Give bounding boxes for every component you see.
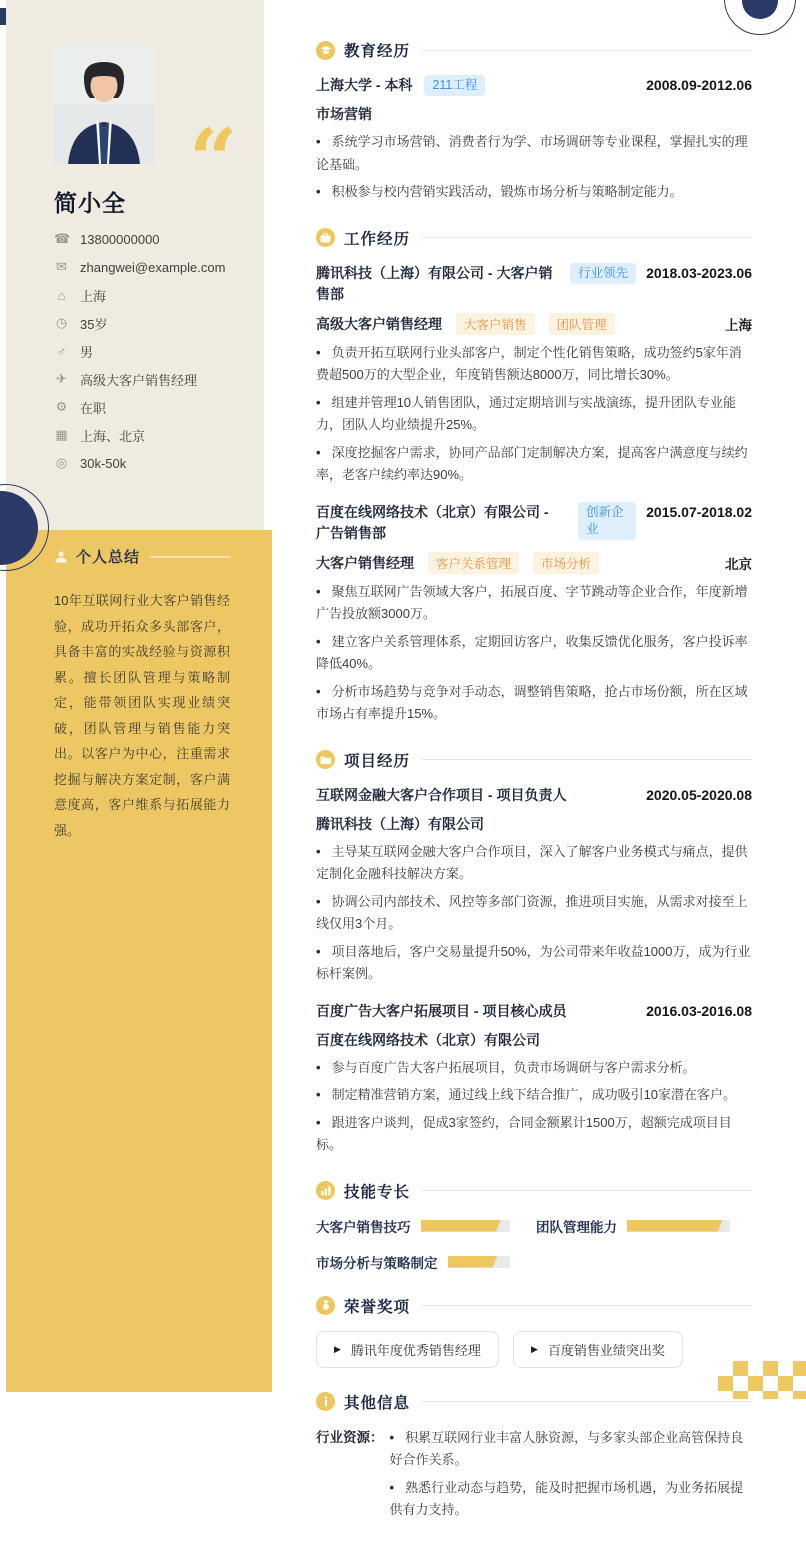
graduation-cap-icon [320, 45, 332, 56]
summary-text: 10年互联网行业大客户销售经验，成功开拓众多头部客户，具备丰富的实战经验与资源积累。擅长团队管理与策略制定，能带领团队实现业绩突破，团队管理与销售能力突出。以客户为中心，注重需求挖掘与解决方案定制，客户满意度高，客户维系与拓展能力强。 [54, 593, 230, 838]
skill-item: 团队管理能力 [536, 1216, 730, 1236]
work-entry-tencent [316, 263, 752, 487]
work-bullet: • 深度挖掘客户需求，协同产品部门定制解决方案，提高客户满意度与续约率，老客户续约率达90%。 [316, 444, 748, 482]
quote-icon: “ [189, 110, 238, 209]
work-bullet: • 组建并管理10人销售团队，通过定期培训与实战演练，提升团队专业能力，团队人均业绩提升25%。 [316, 394, 737, 432]
skill-bar-track [421, 1220, 511, 1232]
section-divider [422, 759, 752, 760]
info-icon [324, 1396, 328, 1407]
email-icon: ✉ [56, 259, 67, 274]
medal-icon [321, 1300, 331, 1311]
contact-status: ⚙ 在职 [55, 399, 107, 416]
honors-section [316, 1296, 752, 1368]
project-bullet: • 跟进客户谈判，促成3家签约，合同金额累计1500万，超额完成项目目标。 [316, 1114, 732, 1152]
summary-divider [150, 556, 230, 558]
other-label: 行业资源： [316, 1429, 384, 1445]
job-icon: ✈ [56, 371, 67, 386]
summary-title: 个人总结 [76, 549, 141, 566]
section-divider [422, 1305, 752, 1306]
company-name: 腾讯科技（上海）有限公司 - 大客户销售部 [316, 264, 553, 302]
contact-list [54, 225, 254, 477]
other-section [316, 1392, 752, 1527]
work-bullet: • 分析市场趋势与竞争对手动态，调整销售策略，抢占市场份额，所在区域市场占有率提升15%。 [316, 683, 748, 721]
job-location: 北京 [725, 556, 752, 572]
main-content [316, 0, 752, 1551]
person-icon [54, 550, 68, 564]
company-badge: 创新企业 [578, 502, 636, 540]
resume-page [6, 0, 800, 1517]
work-date: 2015.07-2018.02 [646, 503, 752, 520]
skills-section [316, 1181, 752, 1272]
contact-job-title: ✈ 高级大客户销售经理 [54, 365, 254, 393]
major: 市场营销 [316, 106, 372, 122]
personal-summary-section [54, 546, 230, 843]
project-name: 互联网金融大客户合作项目 - 项目负责人 [316, 786, 567, 803]
education-bullet: • 积极参与校内营销实践活动，锻炼市场分析与策略制定能力。 [316, 184, 683, 199]
work-entry-baidu [316, 502, 752, 726]
other-bullet: • 积累互联网行业丰富人脉资源，与多家头部企业高管保持良好合作关系。 [389, 1429, 744, 1467]
honor-chip-baidu[interactable]: ▶ 百度销售业绩突出奖 [513, 1331, 683, 1368]
contact-email: ✉ zhangwei@example.com [54, 253, 254, 281]
work-bullet: • 负责开拓互联网行业头部客户，制定个性化销售策略，成功签约5家年消费超500万的大型企业，年度销售额达8000万，同比增长30%。 [316, 344, 742, 382]
salary-icon: ◎ [55, 455, 68, 470]
play-triangle-icon: ▶ [530, 1343, 538, 1354]
section-divider [422, 50, 752, 51]
project-company: 腾讯科技（上海）有限公司 [316, 815, 484, 832]
skill-bar-fill [627, 1220, 723, 1232]
project-bullet: • 项目落地后，客户交易量提升50%，为公司带来年收益1000万，成为行业标杆案例。 [316, 943, 751, 981]
company-name: 百度在线网络技术（北京）有限公司 - 广告销售部 [316, 503, 549, 541]
other-bullet: • 熟悉行业动态与趋势，能及时把握市场机遇，为业务拓展提供有力支持。 [389, 1479, 744, 1517]
contact-target-cities: ▦ 上海、北京 [55, 427, 146, 444]
cities-icon: ▦ [55, 427, 68, 442]
section-title-skills: 技能专长 [344, 1183, 411, 1201]
job-role: 高级大客户销售经理 [316, 315, 442, 332]
work-bullet: • 建立客户关系管理体系，定期回访客户，收集反馈优化服务，客户投诉率降低40%。 [316, 633, 748, 671]
job-tag: 客户关系管理 [428, 552, 519, 574]
section-title-education: 教育经历 [344, 43, 411, 60]
skill-bar-track [448, 1256, 511, 1268]
project-date: 2016.03-2016.08 [646, 1002, 752, 1019]
project-bullet: • 参与百度广告大客户拓展项目，负责市场调研与客户需求分析。 [316, 1059, 696, 1075]
contact-gender: ♂ 男 [54, 337, 254, 365]
job-role: 大客户销售经理 [316, 554, 414, 571]
project-bullet: • 协调公司内部技术、风控等多部门资源，推进项目实施，从需求对接至上线仅用3个月。 [316, 893, 748, 931]
honor-chip-tencent[interactable]: ▶ 腾讯年度优秀销售经理 [316, 1331, 499, 1368]
education-bullet: • 系统学习市场营销、消费者行为学、市场调研等专业课程，掌握扎实的理论基础。 [316, 134, 748, 172]
section-title-projects: 项目经历 [344, 752, 411, 770]
company-badge: 行业领先 [570, 263, 636, 284]
project-bullet: • 主导某互联网金融大客户合作项目，深入了解客户业务模式与痛点，提供定制化金融科技解决方案。 [316, 843, 748, 881]
status-icon: ⚙ [55, 399, 68, 414]
work-bullet: • 聚焦互联网广告领域大客户，拓展百度、字节跳动等企业合作，年度新增广告投放额3000万。 [316, 583, 748, 621]
school-name: 上海大学 - 本科 [316, 77, 413, 93]
job-tag: 团队管理 [549, 313, 615, 335]
person-name: 简小全 [54, 190, 126, 216]
skill-item: 市场分析与策略制定 [316, 1252, 510, 1272]
education-date: 2008.09-2012.06 [646, 77, 752, 93]
profile-photo [54, 44, 154, 164]
projects-section [316, 750, 752, 1157]
contact-age: ◷ 35岁 [55, 315, 108, 332]
skill-bar-fill [448, 1256, 498, 1268]
project-name: 百度广告大客户拓展项目 - 项目核心成员 [316, 1002, 567, 1019]
section-title-work: 工作经历 [344, 230, 411, 248]
gender-icon: ♂ [56, 343, 67, 359]
education-section [316, 40, 752, 204]
project-entry-1 [316, 785, 752, 986]
section-divider [422, 1190, 752, 1191]
home-icon: ⌂ [57, 287, 66, 303]
contact-city: ⌂ 上海 [54, 281, 254, 309]
job-tag: 大客户销售 [456, 313, 535, 335]
section-title-honors: 荣誉奖项 [344, 1298, 411, 1316]
project-bullet: • 制定精准营销方案，通过线上线下结合推广，成功吸引10家潜在客户。 [316, 1087, 737, 1102]
briefcase-icon [320, 233, 331, 243]
skill-bar-track [627, 1220, 730, 1232]
section-title-other: 其他信息 [344, 1394, 411, 1412]
section-divider [422, 237, 752, 238]
skill-item: 大客户销售技巧 [316, 1216, 510, 1236]
folder-icon [320, 755, 331, 765]
job-tag: 市场分析 [533, 552, 599, 574]
job-location: 上海 [725, 317, 752, 333]
project-date: 2020.05-2020.08 [646, 786, 752, 803]
contact-phone: ☎ 13800000000 [54, 231, 160, 247]
school-badge: 211工程 [424, 75, 485, 96]
section-divider [422, 1401, 752, 1402]
work-date: 2018.03-2023.06 [646, 264, 752, 281]
play-triangle-icon: ▶ [334, 1343, 341, 1354]
skill-bar-fill [421, 1220, 502, 1232]
age-icon: ◷ [55, 315, 68, 330]
work-section [316, 228, 752, 726]
checker-pattern-bottom-right [718, 1361, 806, 1399]
project-company: 百度在线网络技术（北京）有限公司 [316, 1031, 540, 1048]
phone-icon: ☎ [54, 231, 71, 246]
contact-salary: ◎ 30k-50k [55, 455, 127, 471]
project-entry-2 [316, 1001, 752, 1157]
chart-icon [321, 1186, 331, 1196]
